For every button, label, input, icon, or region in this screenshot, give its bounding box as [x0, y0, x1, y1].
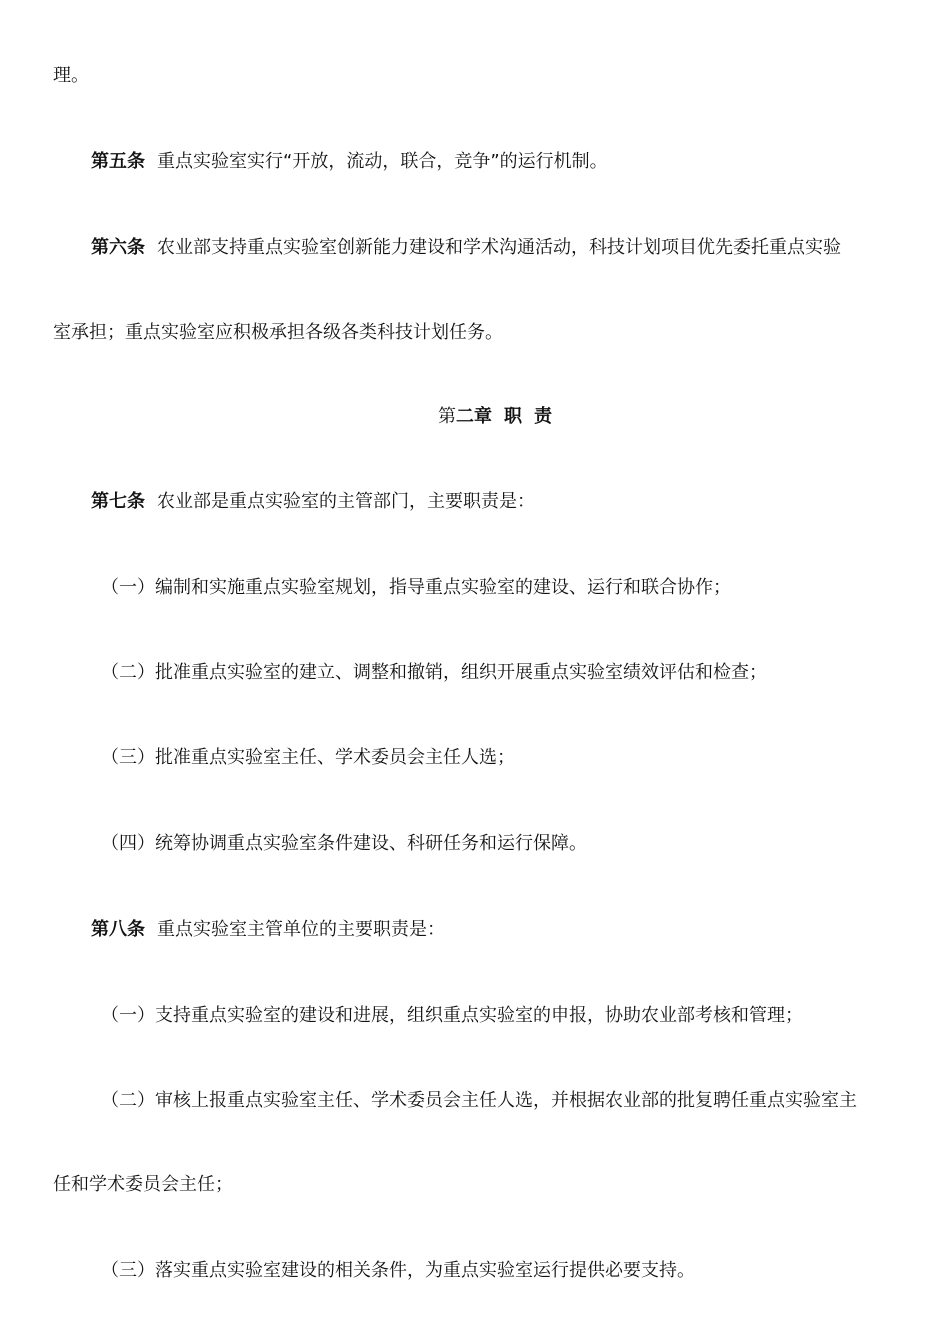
text-line: 室承担；重点实验室应积极承担各级各类科技计划任务。 [53, 322, 503, 343]
chapter-prefix: 第 [438, 406, 456, 427]
list-item: （二）批准重点实验室的建立、调整和撤销，组织开展重点实验室绩效评估和检查； [101, 662, 767, 683]
article-text: 农业部支持重点实验室创新能力建设和学术沟通活动，科技计划项目优先委托重点实验 [157, 237, 841, 258]
chapter-word: 职 [504, 406, 522, 427]
article-6 [91, 235, 898, 261]
article-5 [91, 149, 898, 175]
list-item: （一）支持重点实验室的建设和进展，组织重点实验室的申报，协助农业部考核和管理； [101, 1005, 803, 1026]
list-item: （四）统筹协调重点实验室条件建设、科研任务和运行保障。 [101, 833, 587, 854]
article-text: 重点实验室主管单位的主要职责是： [157, 919, 445, 940]
article-7 [91, 489, 898, 515]
article-text: 重点实验室实行“开放，流动，联合，竞争”的运行机制。 [157, 151, 608, 172]
article-8 [91, 917, 898, 943]
list-item: （三）批准重点实验室主任、学术委员会主任人选； [101, 747, 515, 768]
chapter-word: 责 [534, 406, 552, 427]
list-item: （三）落实重点实验室建设的相关条件，为重点实验室运行提供必要支持。 [101, 1260, 695, 1281]
article-heading: 第七条 [91, 491, 145, 512]
text-line: 理。 [53, 65, 89, 86]
chapter-number: 二章 [456, 406, 492, 427]
article-heading: 第六条 [91, 237, 145, 258]
article-heading: 第五条 [91, 151, 145, 172]
list-item: （二）审核上报重点实验室主任、学术委员会主任人选，并根据农业部的批复聘任重点实验室主 [101, 1090, 857, 1111]
article-text: 农业部是重点实验室的主管部门，主要职责是： [157, 491, 535, 512]
text-line: 任和学术委员会主任； [53, 1174, 233, 1195]
article-heading: 第八条 [91, 919, 145, 940]
chapter-title [0, 404, 950, 430]
list-item: （一）编制和实施重点实验室规划，指导重点实验室的建设、运行和联合协作； [101, 577, 731, 598]
